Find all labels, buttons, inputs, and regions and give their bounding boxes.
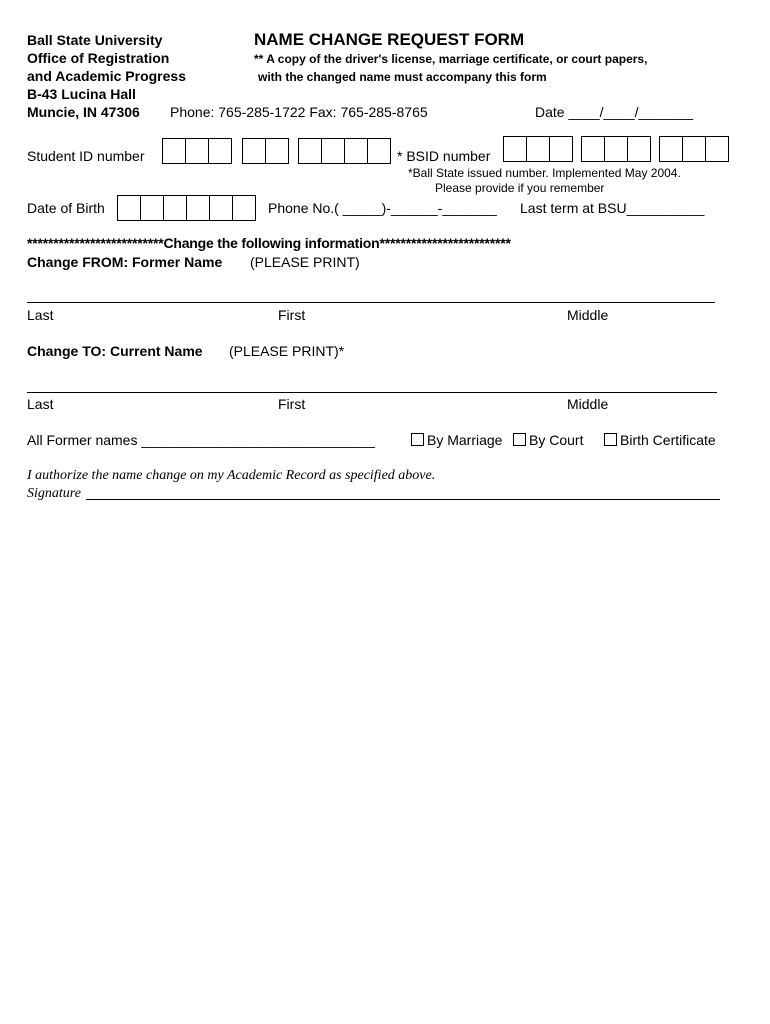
former-middle-label: Middle [567, 307, 609, 323]
digit-box[interactable] [659, 136, 683, 162]
change-to-hint: (PLEASE PRINT)* [229, 343, 345, 359]
digit-box[interactable] [322, 138, 345, 164]
by-marriage-label: By Marriage [427, 432, 503, 448]
digit-box[interactable] [117, 195, 141, 221]
former-name-line[interactable] [27, 302, 715, 303]
attachment-note-line1: ** A copy of the driver's license, marriage certificate, or court papers, [254, 52, 648, 66]
bsid-group-1[interactable] [503, 136, 573, 162]
change-from-hint: (PLEASE PRINT) [250, 254, 360, 270]
signature-line[interactable] [86, 499, 720, 500]
current-name-line[interactable] [27, 392, 717, 393]
dob-label: Date of Birth [27, 200, 105, 216]
digit-box[interactable] [368, 138, 391, 164]
student-id-group-3[interactable] [298, 138, 391, 164]
former-first-label: First [278, 307, 306, 323]
digit-box[interactable] [164, 195, 187, 221]
digit-box[interactable] [527, 136, 550, 162]
digit-box[interactable] [298, 138, 322, 164]
date-field[interactable]: Date ____/____/_______ [535, 104, 694, 120]
bsid-group-2[interactable] [581, 136, 651, 162]
by-court-option[interactable] [513, 432, 583, 448]
digit-box[interactable] [581, 136, 605, 162]
digit-box[interactable] [210, 195, 233, 221]
authorization-statement: I authorize the name change on my Academic Record as specified above. [27, 468, 436, 483]
digit-box[interactable] [162, 138, 186, 164]
change-to-label: Change TO: Current Name [27, 343, 203, 359]
org-office: Office of Registration [27, 50, 170, 66]
bsid-label: * BSID number [397, 148, 491, 164]
checkbox-icon[interactable] [411, 433, 424, 446]
org-address: B-43 Lucina Hall [27, 86, 136, 102]
former-last-label: Last [27, 307, 54, 323]
contact-phone-fax: Phone: 765-285-1722 Fax: 765-285-8765 [170, 104, 428, 120]
former-names-field[interactable]: All Former names ______________________________ [27, 432, 375, 448]
digit-box[interactable] [345, 138, 368, 164]
current-last-label: Last [27, 396, 54, 412]
digit-box[interactable] [503, 136, 527, 162]
digit-box[interactable] [186, 138, 209, 164]
org-city: Muncie, IN 47306 [27, 104, 140, 120]
current-middle-label: Middle [567, 396, 609, 412]
by-court-label: By Court [529, 432, 584, 448]
change-section-header: **************************Change the following information************************* [27, 235, 511, 251]
org-name: Ball State University [27, 32, 163, 48]
digit-box[interactable] [683, 136, 706, 162]
digit-box[interactable] [209, 138, 232, 164]
digit-box[interactable] [605, 136, 628, 162]
current-first-label: First [278, 396, 306, 412]
digit-box[interactable] [266, 138, 289, 164]
student-id-group-2[interactable] [242, 138, 289, 164]
student-id-label: Student ID number [27, 148, 145, 164]
digit-box[interactable] [233, 195, 256, 221]
digit-box[interactable] [242, 138, 266, 164]
checkbox-icon[interactable] [604, 433, 617, 446]
digit-box[interactable] [187, 195, 210, 221]
digit-box[interactable] [141, 195, 164, 221]
student-id-group-1[interactable] [162, 138, 232, 164]
digit-box[interactable] [706, 136, 729, 162]
org-office-2: and Academic Progress [27, 68, 186, 84]
digit-box[interactable] [550, 136, 573, 162]
page-title: NAME CHANGE REQUEST FORM [254, 30, 525, 49]
bsid-group-3[interactable] [659, 136, 729, 162]
birth-certificate-label: Birth Certificate [620, 432, 716, 448]
attachment-note-line2: with the changed name must accompany this form [258, 70, 547, 84]
last-term-field[interactable]: Last term at BSU__________ [520, 200, 705, 216]
birth-certificate-option[interactable] [604, 432, 716, 448]
bsid-note-2: Please provide if you remember [435, 181, 605, 195]
by-marriage-option[interactable] [411, 432, 502, 448]
checkbox-icon[interactable] [513, 433, 526, 446]
bsid-note-1: *Ball State issued number. Implemented May 2004. [408, 166, 681, 180]
phone-field[interactable]: Phone No.( _____)-______-_______ [268, 200, 497, 216]
digit-box[interactable] [628, 136, 651, 162]
dob-boxes[interactable] [117, 195, 256, 221]
change-from-label: Change FROM: Former Name [27, 254, 223, 270]
signature-label: Signature [27, 486, 81, 501]
